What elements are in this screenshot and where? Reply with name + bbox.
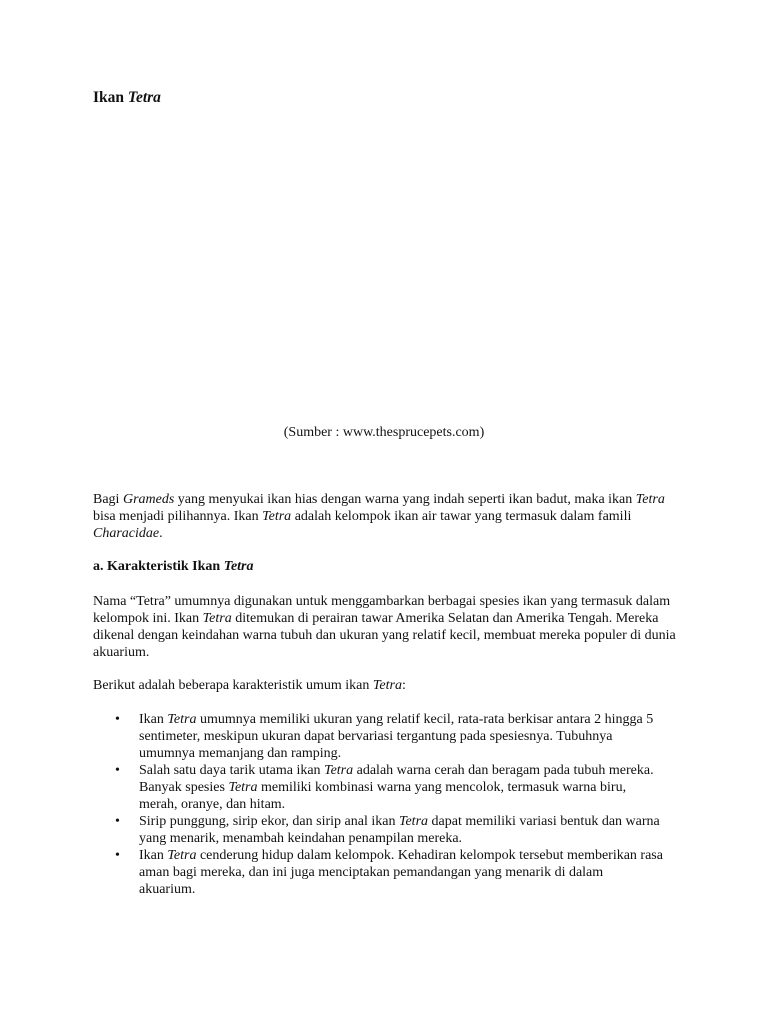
intro-text-5: . — [159, 526, 163, 541]
intro-italic-1: Grameds — [122, 492, 175, 507]
intro-text-3: bisa menjadi pilihannya. Ikan — [93, 509, 263, 524]
p3-text-2: : — [401, 678, 406, 693]
bullet-italic: Tetra — [167, 712, 197, 727]
bullet-text: Salah satu daya tarik utama ikan — [139, 763, 325, 778]
p2-italic-1: Tetra — [202, 611, 232, 626]
bullet-italic: Tetra — [324, 763, 354, 778]
image-caption: (Sumber : www.thesprucepets.com) — [283, 425, 485, 440]
p2-text-2: ditemukan di perairan tawar Amerika Selatan dan Amerika Tengah. Mereka dikenal dengan keindahan warna tubuh dan ukuran yang relatif kecil, membuat mereka populer di dunia akuarium. — [93, 611, 676, 660]
bullet-text: umumnya memiliki ukuran yang relatif kecil, rata-rata berkisar antara 2 hingga 5 sentimeter, meskipun ukuran dapat bervariasi tergantung pada spesiesnya. Tubuhnya umumnya memanjang dan ramping. — [139, 712, 654, 761]
intro-text-2: yang menyukai ikan hias dengan warna yang indah seperti ikan badut, maka ikan — [174, 492, 636, 507]
bullet-text: memiliki kombinasi warna yang mencolok, termasuk warna biru, merah, oranye, dan hitam. — [139, 780, 627, 812]
bullet-icon: • — [115, 814, 120, 829]
bullet-icon: • — [115, 712, 120, 727]
list-item — [93, 711, 663, 762]
section-heading-a — [93, 558, 254, 575]
list-item — [93, 762, 663, 813]
characteristics-paragraph — [93, 593, 683, 661]
section-heading-prefix: a. Karakteristik Ikan — [93, 559, 224, 574]
p2-text-1: Nama “Tetra” umumnya digunakan untuk menggambarkan berbagai spesies ikan yang termasuk dalam kelompok ini. Ikan — [93, 594, 671, 626]
intro-italic-3: Tetra — [262, 509, 292, 524]
bullet-italic: Tetra — [167, 848, 197, 863]
intro-text-4: adalah kelompok ikan air tawar yang termasuk dalam famili — [291, 509, 632, 524]
characteristics-list — [93, 711, 663, 898]
list-intro-paragraph — [93, 677, 683, 694]
bullet-text: Ikan — [139, 848, 168, 863]
bullet-text: Ikan — [139, 712, 168, 727]
p3-text-1: Berikut adalah beberapa karakteristik umum ikan — [93, 678, 373, 693]
intro-text-1: Bagi — [93, 492, 123, 507]
bullet-text: Sirip punggung, sirip ekor, dan sirip anal ikan — [139, 814, 399, 829]
intro-paragraph — [93, 491, 683, 542]
title-prefix: Ikan — [93, 89, 128, 106]
image-placeholder — [93, 118, 673, 408]
p3-italic-1: Tetra — [372, 678, 402, 693]
page-title — [93, 89, 161, 106]
section-heading-italic: Tetra — [223, 559, 254, 574]
list-item — [93, 847, 663, 898]
title-italic: Tetra — [127, 89, 161, 106]
bullet-italic: Tetra — [398, 814, 429, 829]
bullet-text: dapat memiliki variasi bentuk dan warna yang menarik, menambah keindahan penampilan mereka. — [139, 814, 660, 846]
intro-italic-2: Tetra — [635, 492, 665, 507]
bullet-icon: • — [115, 763, 120, 778]
list-item — [93, 813, 663, 847]
bullet-italic: Tetra — [228, 780, 258, 795]
bullet-icon: • — [115, 848, 120, 863]
bullet-text: cenderung hidup dalam kelompok. Kehadiran kelompok tersebut memberikan rasa aman bagi mereka, dan ini juga menciptakan pemandangan yang menarik di dalam akuarium. — [139, 848, 663, 897]
bullet-text: adalah warna cerah dan beragam pada tubuh mereka. Banyak spesies — [139, 763, 654, 795]
intro-italic-4: Characidae — [93, 526, 160, 541]
